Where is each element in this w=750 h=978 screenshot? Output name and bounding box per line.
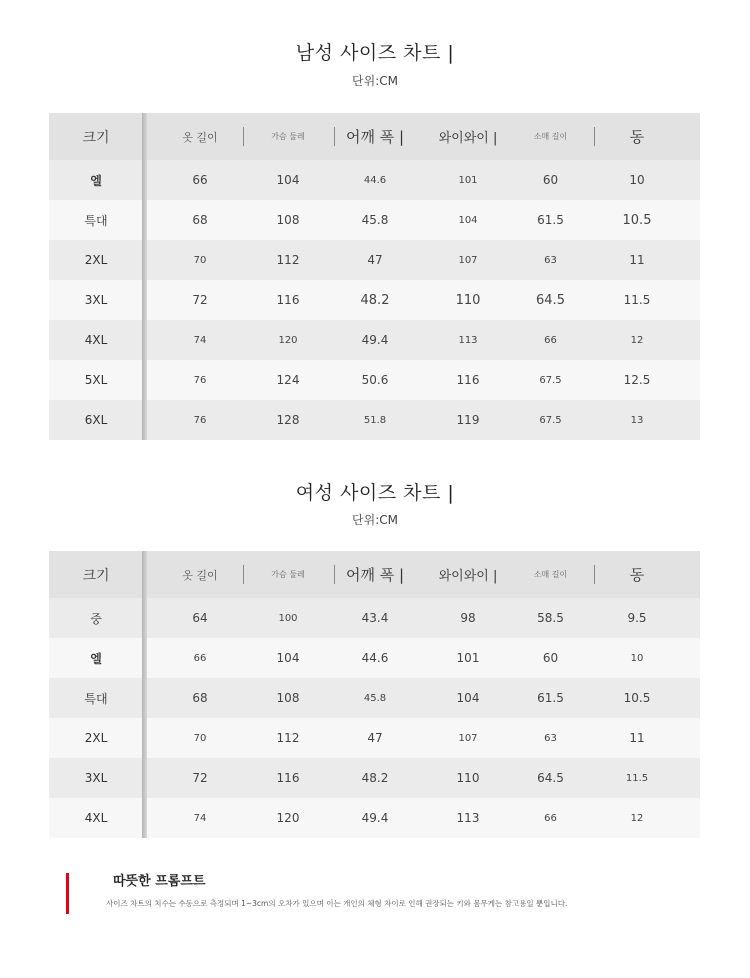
header-separator bbox=[243, 565, 244, 584]
header-length: 옷 길이 bbox=[182, 568, 218, 582]
row-size: 4XL bbox=[84, 333, 108, 347]
cell-shoulder: 50.6 bbox=[361, 373, 389, 387]
cell-sleeve: 64.5 bbox=[536, 292, 565, 308]
cell-hem: 10 bbox=[629, 173, 645, 187]
cell-sleeve: 61.5 bbox=[537, 213, 564, 227]
cell-waist: 104 bbox=[458, 214, 478, 226]
row-size: 3XL bbox=[84, 771, 108, 785]
header-separator bbox=[334, 127, 335, 146]
table-row bbox=[49, 598, 700, 638]
header-shoulder: 어깨 폭 | bbox=[345, 566, 405, 584]
cell-hem: 10 bbox=[630, 652, 644, 664]
cell-waist: 110 bbox=[455, 292, 481, 308]
header-sleeve: 소매 길이 bbox=[533, 570, 568, 579]
column-divider bbox=[142, 160, 147, 200]
table-row bbox=[49, 280, 700, 320]
cell-hem: 12 bbox=[630, 334, 644, 346]
cell-hem: 11.5 bbox=[623, 293, 651, 307]
row-size: 특대 bbox=[84, 213, 108, 228]
men-size-chart-title: 남성 사이즈 차트 | bbox=[295, 42, 455, 64]
cell-length: 66 bbox=[192, 173, 208, 187]
cell-chest: 116 bbox=[276, 293, 300, 307]
table-row bbox=[49, 200, 700, 240]
table-row bbox=[49, 360, 700, 400]
cell-chest: 120 bbox=[278, 334, 298, 346]
header-chest: 가슴 둘레 bbox=[271, 132, 305, 141]
cell-length: 66 bbox=[193, 652, 207, 664]
cell-shoulder: 49.4 bbox=[361, 811, 389, 825]
cell-hem: 10.5 bbox=[623, 691, 651, 705]
cell-chest: 124 bbox=[276, 373, 300, 387]
table-row bbox=[49, 160, 700, 200]
cell-hem: 11.5 bbox=[625, 772, 649, 784]
cell-length: 74 bbox=[193, 812, 207, 824]
cell-hem: 13 bbox=[630, 414, 644, 426]
header-hem: 동 bbox=[629, 128, 645, 146]
row-size: 6XL bbox=[84, 413, 108, 427]
cell-sleeve: 67.5 bbox=[539, 374, 562, 386]
cell-shoulder: 48.2 bbox=[360, 292, 390, 308]
cell-length: 72 bbox=[192, 771, 208, 785]
table-row bbox=[49, 240, 700, 280]
cell-shoulder: 47 bbox=[367, 731, 383, 745]
header-sleeve: 소매 길이 bbox=[533, 132, 568, 141]
column-divider bbox=[142, 400, 147, 440]
table-row bbox=[49, 638, 700, 678]
column-divider bbox=[142, 360, 147, 400]
cell-waist: 110 bbox=[456, 771, 480, 785]
table-row bbox=[49, 678, 700, 718]
cell-length: 74 bbox=[193, 334, 207, 346]
table-row bbox=[49, 718, 700, 758]
row-size: 특대 bbox=[84, 691, 108, 706]
header-length: 옷 길이 bbox=[182, 130, 218, 144]
cell-length: 76 bbox=[193, 414, 207, 426]
tip-accent-bar bbox=[66, 873, 69, 914]
women-size-chart-title: 여성 사이즈 차트 | bbox=[295, 482, 455, 504]
cell-shoulder: 44.6 bbox=[363, 174, 387, 186]
row-size: 5XL bbox=[84, 373, 108, 387]
cell-sleeve: 63 bbox=[544, 732, 557, 744]
cell-chest: 128 bbox=[276, 413, 300, 427]
cell-length: 64 bbox=[192, 611, 208, 625]
cell-waist: 98 bbox=[460, 611, 476, 625]
cell-length: 68 bbox=[192, 691, 208, 705]
header-separator bbox=[594, 127, 595, 146]
cell-length: 70 bbox=[193, 732, 207, 744]
cell-chest: 112 bbox=[276, 253, 300, 267]
cell-waist: 101 bbox=[458, 174, 478, 186]
cell-chest: 112 bbox=[276, 731, 300, 745]
cell-sleeve: 61.5 bbox=[537, 691, 564, 705]
row-size: 엘 bbox=[90, 173, 102, 188]
table-row bbox=[49, 798, 700, 838]
cell-chest: 120 bbox=[276, 811, 300, 825]
cell-sleeve: 67.5 bbox=[539, 414, 562, 426]
column-divider bbox=[142, 678, 147, 718]
column-divider bbox=[142, 320, 147, 360]
cell-length: 68 bbox=[192, 213, 208, 227]
row-size: 중 bbox=[90, 611, 102, 626]
cell-waist: 113 bbox=[458, 334, 478, 346]
column-divider bbox=[142, 240, 147, 280]
column-divider bbox=[142, 798, 147, 838]
table-row bbox=[49, 400, 700, 440]
table-row bbox=[49, 320, 700, 360]
cell-hem: 9.5 bbox=[627, 611, 647, 625]
tip-title: 따뜻한 프롬프트 bbox=[113, 874, 206, 889]
cell-hem: 12.5 bbox=[623, 373, 651, 387]
cell-shoulder: 47 bbox=[367, 253, 383, 267]
cell-waist: 119 bbox=[456, 413, 480, 427]
table-row bbox=[49, 758, 700, 798]
cell-length: 76 bbox=[193, 374, 207, 386]
cell-hem: 11 bbox=[629, 731, 645, 745]
row-size: 2XL bbox=[84, 253, 108, 267]
row-size: 3XL bbox=[84, 293, 108, 307]
cell-chest: 116 bbox=[276, 771, 300, 785]
cell-waist: 107 bbox=[458, 254, 478, 266]
cell-shoulder: 49.4 bbox=[361, 333, 389, 347]
cell-hem: 10.5 bbox=[622, 212, 652, 228]
header-shoulder: 어깨 폭 | bbox=[345, 128, 405, 146]
header-separator bbox=[243, 127, 244, 146]
cell-length: 70 bbox=[193, 254, 207, 266]
cell-shoulder: 51.8 bbox=[363, 414, 387, 426]
cell-hem: 11 bbox=[629, 253, 645, 267]
column-divider bbox=[142, 598, 147, 638]
header-separator bbox=[334, 565, 335, 584]
column-divider bbox=[142, 551, 147, 598]
cell-shoulder: 45.8 bbox=[363, 692, 387, 704]
column-divider bbox=[142, 280, 147, 320]
cell-waist: 101 bbox=[456, 651, 480, 665]
table-header-row bbox=[49, 113, 700, 160]
header-waist: 와이와이 | bbox=[438, 131, 498, 146]
women-unit-label: 단위:CM bbox=[352, 513, 398, 527]
header-chest: 가슴 둘레 bbox=[271, 570, 305, 579]
cell-chest: 100 bbox=[278, 612, 298, 624]
cell-shoulder: 44.6 bbox=[361, 651, 389, 665]
cell-sleeve: 60 bbox=[542, 173, 559, 187]
header-size: 크기 bbox=[82, 567, 110, 584]
cell-waist: 104 bbox=[456, 691, 480, 705]
cell-chest: 108 bbox=[276, 213, 300, 227]
table-header-row bbox=[49, 551, 700, 598]
column-divider bbox=[142, 638, 147, 678]
column-divider bbox=[142, 758, 147, 798]
header-size: 크기 bbox=[82, 129, 110, 146]
header-hem: 동 bbox=[629, 566, 645, 584]
row-size: 4XL bbox=[84, 811, 108, 825]
tip-text: 사이즈 차트의 치수는 수동으로 측정되며 1~3cm의 오차가 있으며 이는 개인의 체형 차이로 인해 권장되는 키와 몸무게는 참고용일 뿐입니다. bbox=[106, 899, 568, 908]
cell-waist: 107 bbox=[458, 732, 478, 744]
header-separator bbox=[594, 565, 595, 584]
header-waist: 와이와이 | bbox=[438, 569, 498, 584]
cell-sleeve: 66 bbox=[544, 334, 557, 346]
cell-sleeve: 66 bbox=[544, 812, 557, 824]
cell-waist: 116 bbox=[456, 373, 480, 387]
cell-shoulder: 48.2 bbox=[361, 771, 389, 785]
column-divider bbox=[142, 113, 147, 160]
row-size: 2XL bbox=[84, 731, 108, 745]
cell-length: 72 bbox=[192, 293, 208, 307]
cell-sleeve: 64.5 bbox=[537, 771, 564, 785]
cell-waist: 113 bbox=[456, 811, 480, 825]
cell-chest: 104 bbox=[276, 651, 300, 665]
men-unit-label: 단위:CM bbox=[352, 74, 398, 88]
cell-hem: 12 bbox=[630, 812, 644, 824]
cell-chest: 108 bbox=[276, 691, 300, 705]
cell-shoulder: 43.4 bbox=[361, 611, 389, 625]
column-divider bbox=[142, 200, 147, 240]
cell-sleeve: 58.5 bbox=[537, 611, 564, 625]
cell-sleeve: 63 bbox=[544, 254, 557, 266]
cell-chest: 104 bbox=[276, 173, 300, 187]
row-size: 엘 bbox=[90, 651, 102, 666]
cell-shoulder: 45.8 bbox=[361, 213, 389, 227]
column-divider bbox=[142, 718, 147, 758]
cell-sleeve: 60 bbox=[542, 651, 559, 665]
